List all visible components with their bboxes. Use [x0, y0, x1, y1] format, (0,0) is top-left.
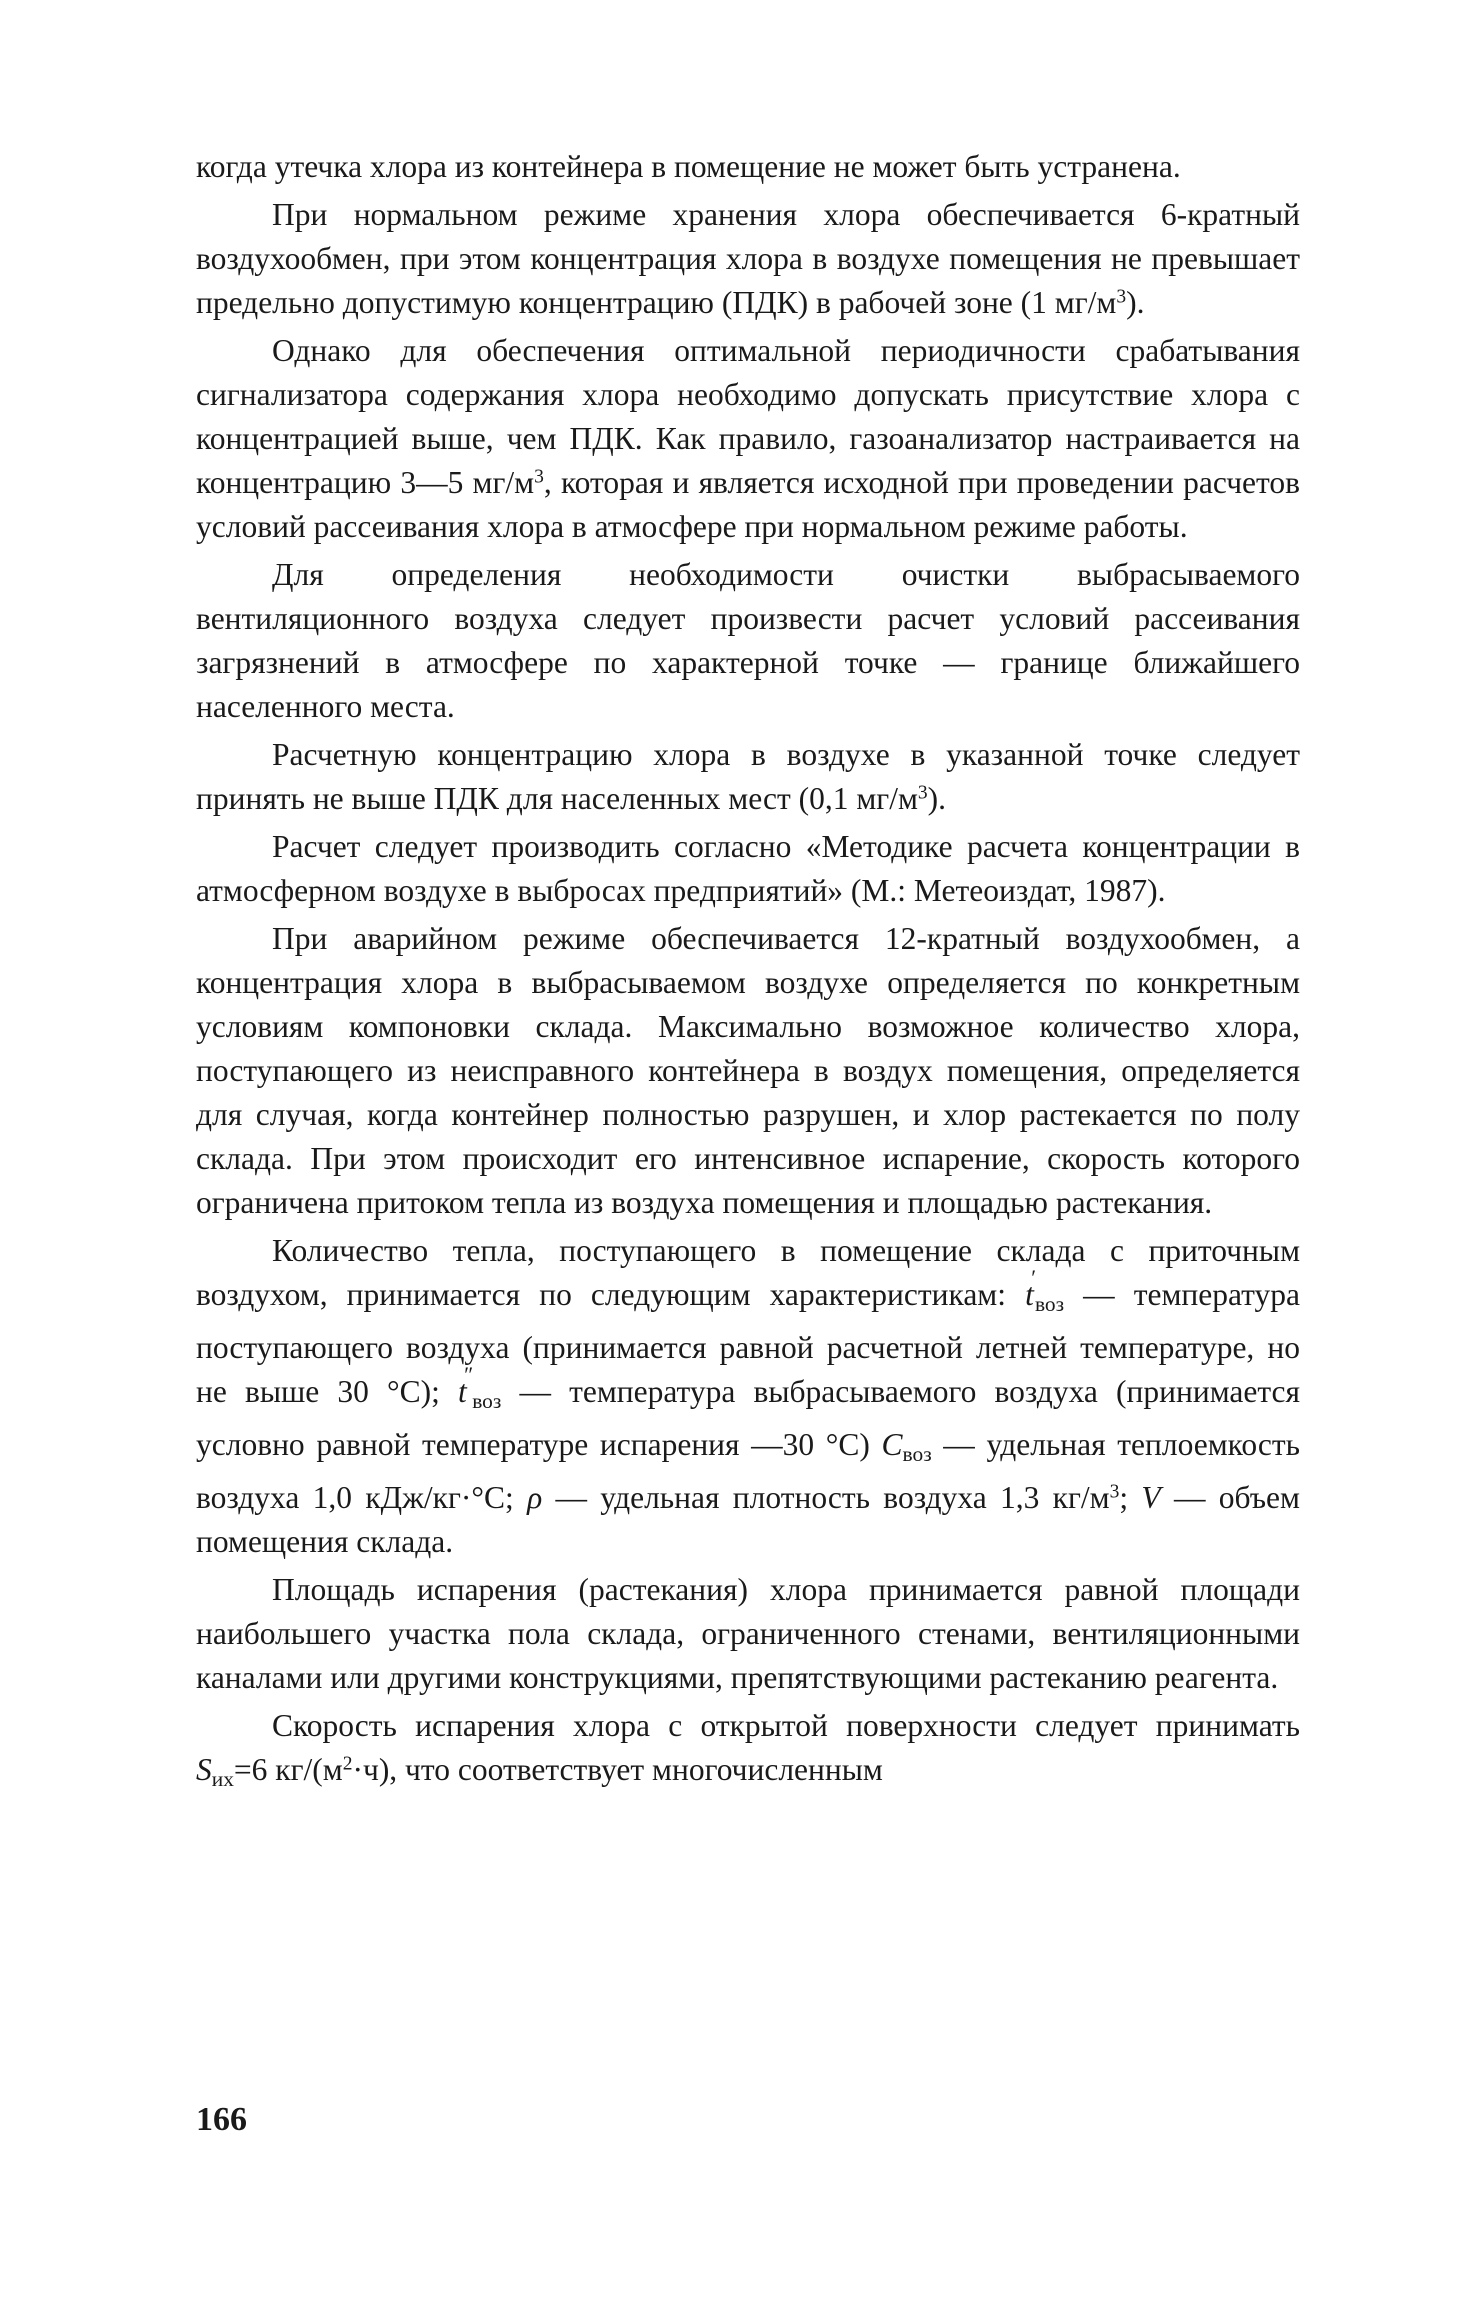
- double-prime-mark: ″: [464, 1362, 474, 1388]
- variable-s: S: [196, 1751, 212, 1787]
- paragraph-1: [196, 145, 1300, 189]
- paragraph-2-text: При нормальном режиме хранения хлора обеспечивается 6-кратный воздухообмен, при этом концентрация хлора в воздухе помещения не превышает предельно допустимую концентрацию (ПДК) в рабочей зоне (1 мг/м: [196, 197, 1300, 320]
- paragraph-4-text: Для определения необходимости очистки выбрасываемого вентиляционного воздуха следует произвести расчет условий рассеивания загрязнений в атмосфере по характерной точке — границе ближайшего населенного места.: [196, 557, 1300, 724]
- superscript-3: 3: [534, 466, 544, 488]
- paragraph-10-text-a: Скорость испарения хлора с открытой поверхности следует принимать: [272, 1707, 1300, 1743]
- paragraph-8-text-d: — удельная теплоемкость воздуха 1,0 кДж/кг·°С;: [196, 1426, 1300, 1515]
- paragraph-7-text: При аварийном режиме обеспечивается 12-кратный воздухообмен, а концентрация хлора в выбрасываемом воздухе определяется по конкретным условиям компоновки склада. Максимально возможное количество хлора, поступающего из неисправного контейнера в воздух помещения, определяется для случая, когда контейнер полностью разрушен, и хлор растекается по полу склада. При этом происходит его интенсивное испарение, скорость которого ограничена притоком тепла из воздуха помещения и площадью растекания.: [196, 921, 1300, 1220]
- variable-v: V: [1141, 1479, 1161, 1515]
- paragraph-7: [196, 917, 1300, 1225]
- paragraph-3-text-b: , которая и является исходной при проведении расчетов условий рассеивания хлора в атмосфере при нормальном режиме работы.: [196, 465, 1300, 544]
- superscript-3: 3: [1116, 286, 1127, 308]
- variable-t-supply: t: [1025, 1277, 1034, 1312]
- paragraph-9: [196, 1568, 1300, 1700]
- paragraph-10-text-c: ·ч), что соответствует многочисленным: [352, 1751, 883, 1787]
- paragraph-8-text-e: — удельная плотность воздуха 1,3 кг/м: [542, 1479, 1110, 1515]
- paragraph-2: [196, 193, 1300, 325]
- paragraph-8-text-a: Количество тепла, поступающего в помещение склада с приточным воздухом, принимается по следующим характеристикам:: [196, 1233, 1300, 1312]
- paragraph-2-end: ).: [1126, 285, 1145, 320]
- paragraph-6: [196, 825, 1300, 913]
- subscript-voz: воз: [472, 1388, 502, 1413]
- superscript-3: 3: [917, 782, 928, 804]
- subscript-ix: их: [211, 1766, 234, 1791]
- paragraph-8-text-g: — объем помещения склада.: [196, 1479, 1300, 1559]
- paragraph-9-text: Площадь испарения (растекания) хлора принимается равной площади наибольшего участка пола склада, ограниченного стенами, вентиляционными каналами или другими конструкциями, препятствующими растеканию реагента.: [196, 1571, 1300, 1695]
- paragraph-3: [196, 329, 1300, 549]
- paragraph-5-text-b: ).: [927, 781, 947, 816]
- superscript-3: 3: [1109, 1481, 1120, 1503]
- paragraph-3-text-a: Однако для обеспечения оптимальной периодичности срабатывания сигнализатора содержания хлора необходимо допускать присутствие хлора с концентрацией выше, чем ПДК. Как правило, газоанализатор настраивается на концентрацию 3—5 мг/м: [196, 333, 1300, 500]
- paragraph-8: [196, 1229, 1300, 1564]
- book-page: [196, 145, 1300, 2185]
- subscript-voz: воз: [1034, 1291, 1065, 1316]
- paragraph-1-text: когда утечка хлора из контейнера в помещение не может быть устранена.: [196, 149, 1181, 184]
- variable-rho: ρ: [527, 1479, 543, 1515]
- paragraph-6-text: Расчет следует производить согласно «Методике расчета концентрации в атмосферном воздухе в выбросах предприятий» (М.: Метеоиздат, 1987).: [196, 829, 1300, 908]
- variable-t-exhaust: t: [457, 1373, 467, 1409]
- paragraph-10: [196, 1704, 1300, 1801]
- prime-mark: ′: [1031, 1265, 1037, 1291]
- page-number: 166: [196, 2101, 247, 2138]
- paragraph-8-text-f: ;: [1119, 1479, 1142, 1515]
- superscript-2: 2: [342, 1753, 353, 1775]
- paragraph-8-text-c: — температура выбрасываемого воздуха (принимается условно равной температуре испарения —30 °С): [196, 1373, 1300, 1462]
- paragraph-8-text-b: — температура поступающего воздуха (принимается равной расчетной летней температуре, но не выше 30 °С);: [196, 1277, 1300, 1409]
- paragraph-10-text-b: =6 кг/(м: [233, 1751, 343, 1787]
- paragraph-5-text-a: Расчетную концентрацию хлора в воздухе в указанной точке следует принять не выше ПДК для населенных мест (0,1 мг/м: [196, 737, 1300, 816]
- paragraph-4: [196, 553, 1300, 729]
- variable-c: С: [881, 1426, 903, 1462]
- subscript-voz: воз: [902, 1441, 932, 1466]
- paragraph-5: [196, 733, 1300, 821]
